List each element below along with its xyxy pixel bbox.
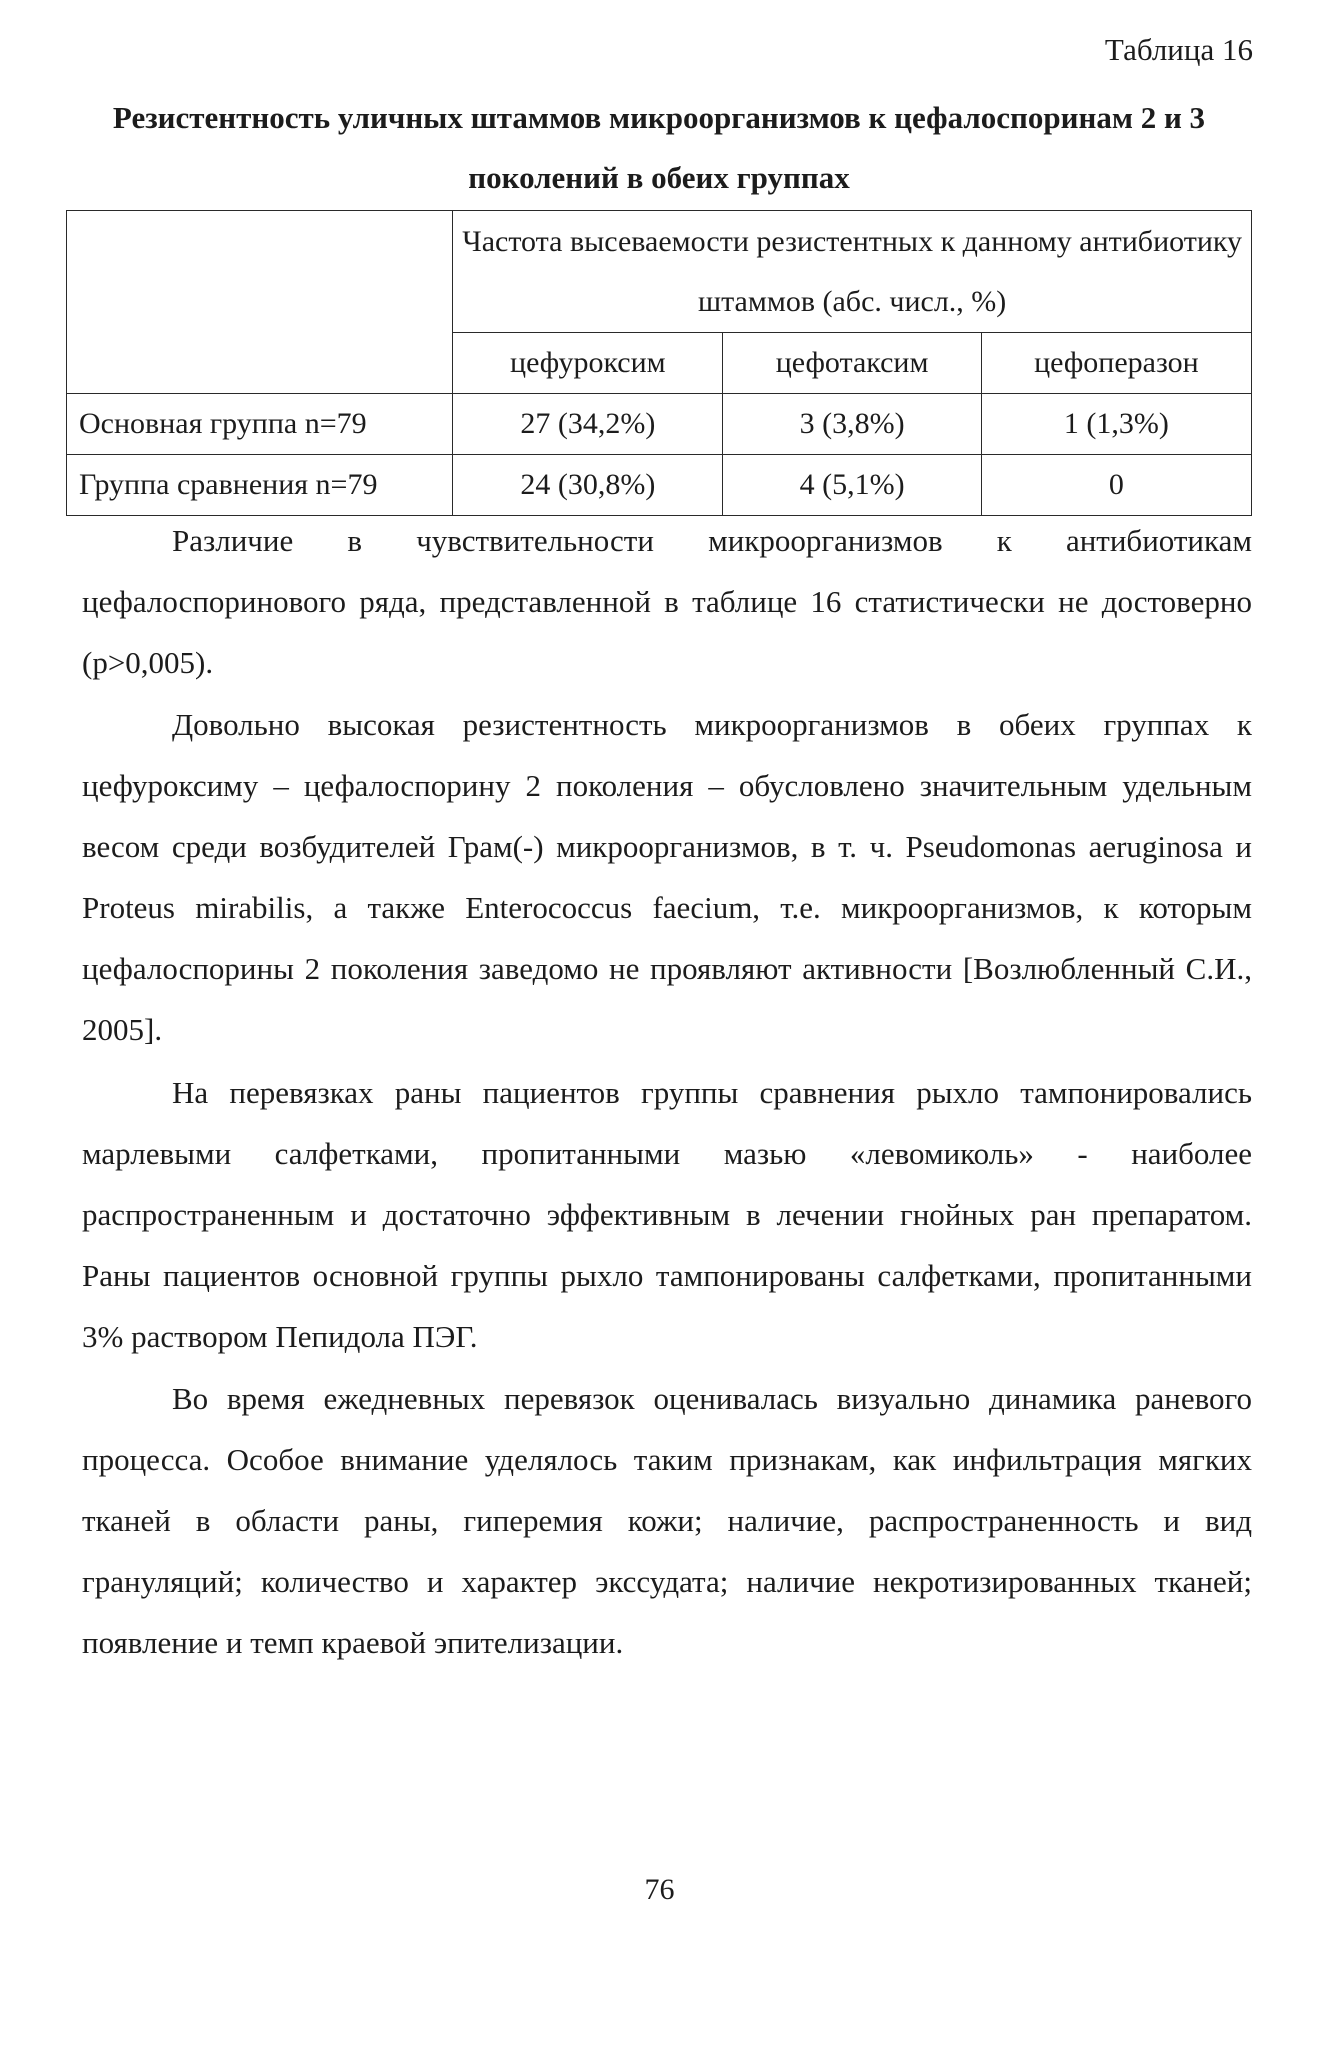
table-cell: 3 (3,8%): [723, 394, 981, 455]
table-main-header: Частота высеваемости резистентных к данному антибиотику штаммов (абс. числ., %): [453, 211, 1252, 333]
table-cell: 4 (5,1%): [723, 455, 981, 516]
table-row: [67, 455, 1252, 516]
row-label-main-group: Основная группа n=79: [67, 394, 453, 455]
paragraph-statistical-difference: Различие в чувствительности микроорганизмов к антибиотикам цефалоспоринового ряда, представленной в таблице 16 статистически не достоверно (р>0,005).: [82, 523, 1252, 680]
paragraph-wound-dressing: На перевязках раны пациентов группы сравнения рыхло тампонировались марлевыми салфетками, пропитанными мазью «левомиколь» - наиболее распространенным и достаточно эффективным в лечении гнойных ран препаратом. Раны пациентов основной группы рыхло тампонированы салфетками, пропитанными 3% раствором Пепидола ПЭГ.: [82, 1075, 1252, 1354]
table-cell: 1 (1,3%): [981, 394, 1251, 455]
table-row: [67, 394, 1252, 455]
column-header-cefotaxime: цефотаксим: [723, 333, 981, 394]
table-header-row: [67, 211, 1252, 333]
paragraph-wound-assessment: Во время ежедневных перевязок оценивалась визуально динамика раневого процесса. Особое внимание уделялось таким признакам, как инфильтрация мягких тканей в области раны, гиперемия кожи; наличие, распространенность и вид грануляций; количество и характер экссудата; наличие некротизированных тканей; появление и темп краевой эпителизации.: [82, 1381, 1252, 1660]
resistance-table: [66, 210, 1252, 516]
row-label-comparison-group: Группа сравнения n=79: [67, 455, 453, 516]
page-number: 76: [644, 1873, 675, 1906]
paragraph-cefuroxime-resistance: Довольно высокая резистентность микроорганизмов в обеих группах к цефуроксиму – цефалоспорину 2 поколения – обусловлено значительным удельным весом среди возбудителей Грам(-) микроорганизмов, в т. ч. Pseudomonas aeruginosa и Proteus mirabilis, а также Enterococcus faecium, т.е. микроорганизмов, к которым цефалоспорины 2 поколения заведомо не проявляют активности [Возлюбленный С.И., 2005].: [82, 707, 1252, 1047]
table-title: Резистентность уличных штаммов микроорганизмов к цефалоспоринам 2 и 3 поколений в обеих группах: [112, 100, 1206, 195]
table-cell: 27 (34,2%): [453, 394, 723, 455]
table-number-label: Таблица 16: [1104, 32, 1253, 67]
column-header-cefoperazone: цефоперазон: [981, 333, 1251, 394]
column-header-cefuroxime: цефуроксим: [453, 333, 723, 394]
table-corner-cell: [67, 211, 453, 394]
table-cell: 24 (30,8%): [453, 455, 723, 516]
table-cell: 0: [981, 455, 1251, 516]
